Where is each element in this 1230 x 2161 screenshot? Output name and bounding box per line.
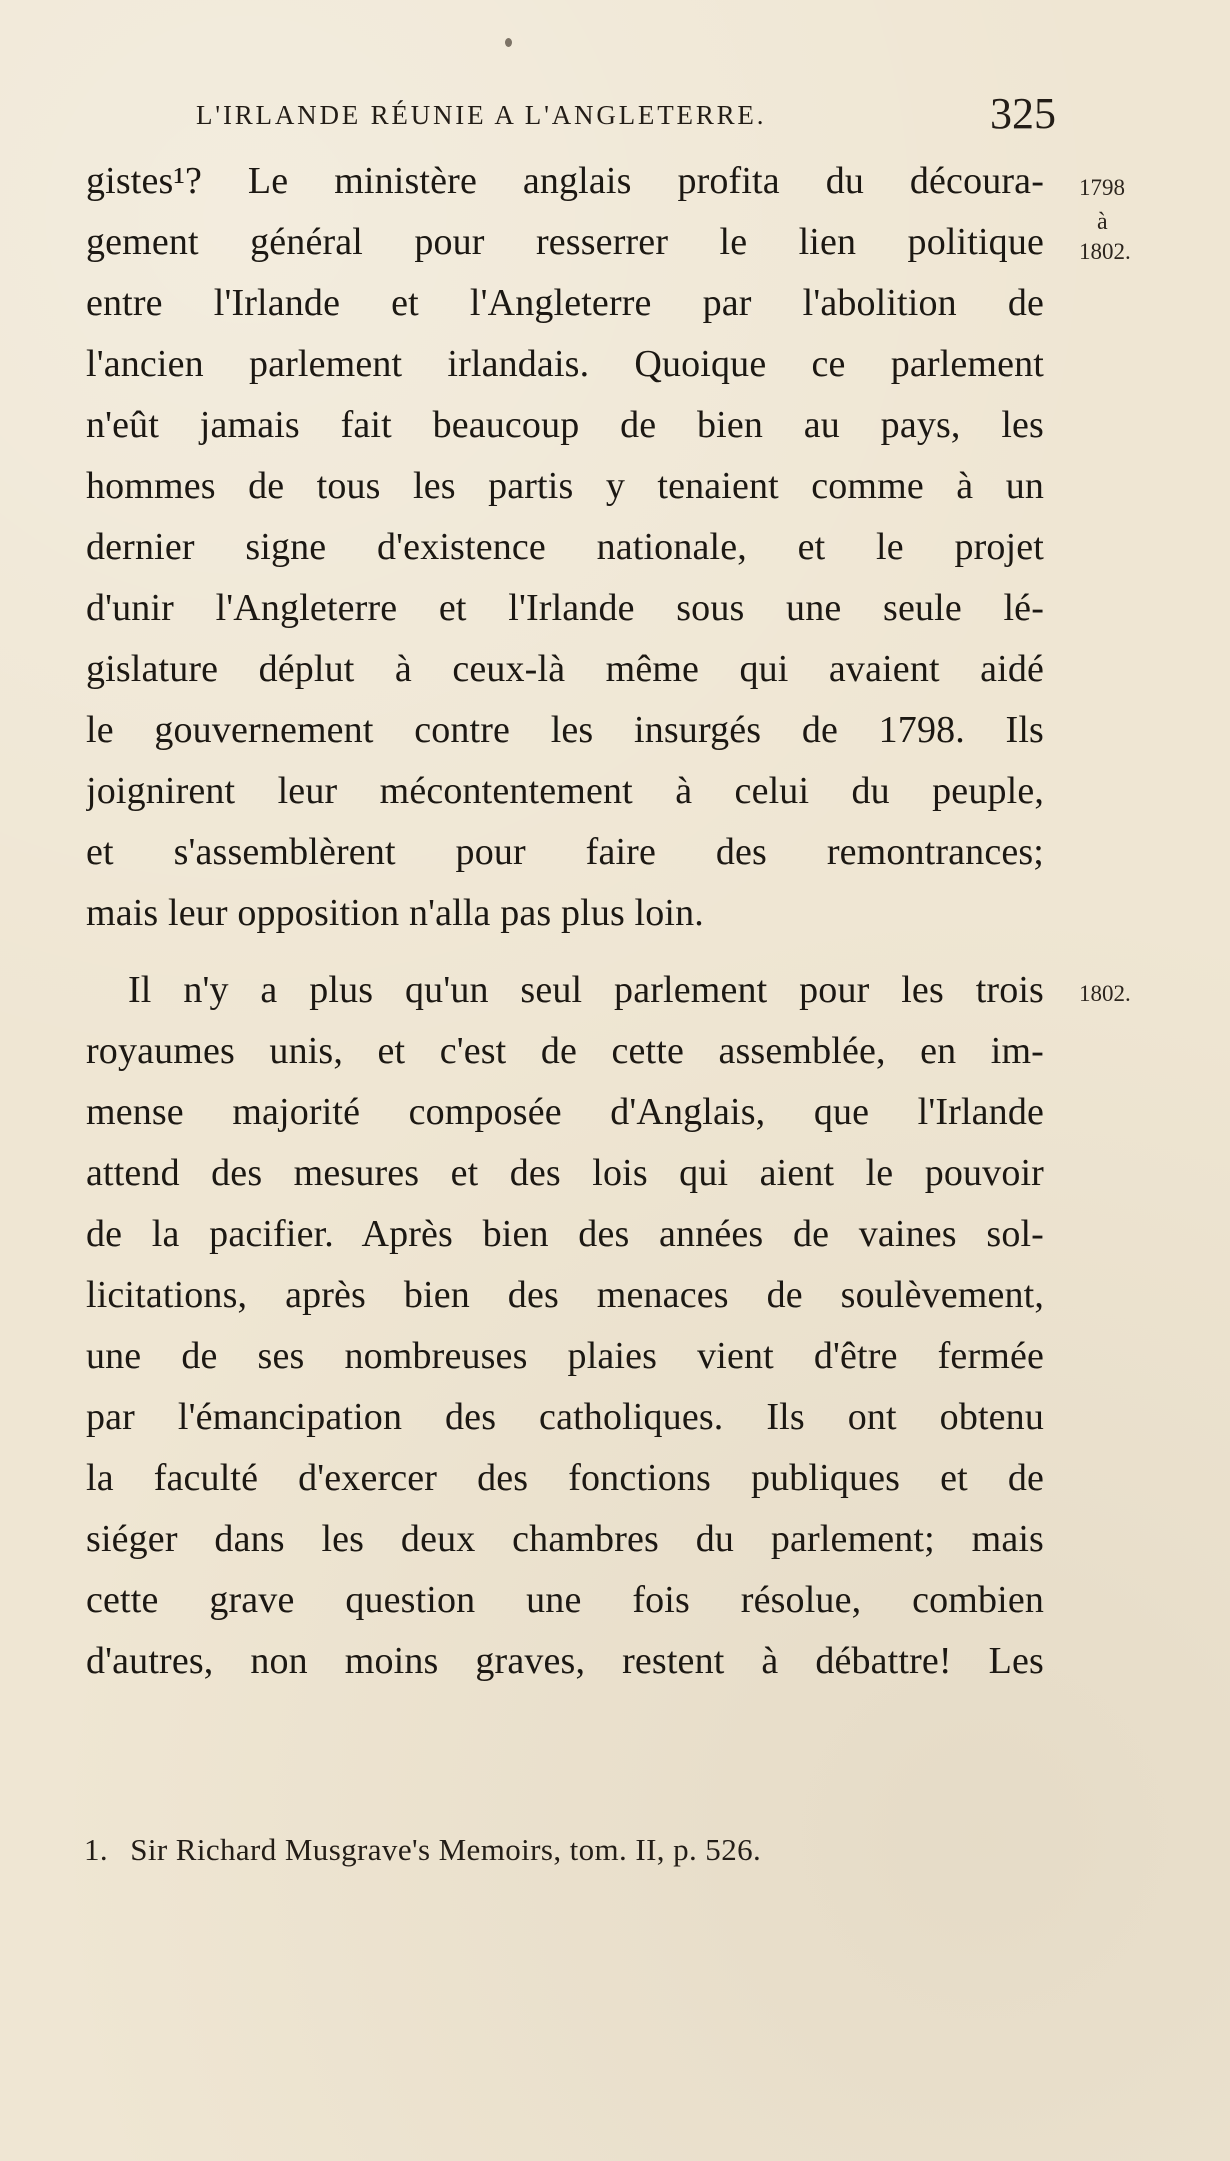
text-line: cette grave question une fois résolue, combien — [86, 1579, 1044, 1621]
text-line: d'autres, non moins graves, restent à débattre! Les — [86, 1640, 1044, 1682]
text-line: une de ses nombreuses plaies vient d'être fermée — [86, 1335, 1044, 1377]
paragraph-start-line: Il n'y a plus qu'un seul parlement pour les trois — [128, 969, 1044, 1011]
text-line: entre l'Irlande et l'Angleterre par l'abolition de — [86, 282, 1044, 324]
printer-dot — [505, 38, 512, 47]
footnote-text: Sir Richard Musgrave's Memoirs, tom. II, p. 526. — [130, 1832, 762, 1867]
text-line: d'unir l'Angleterre et l'Irlande sous une seule lé- — [86, 587, 1044, 629]
footnote-number: 1. — [84, 1832, 109, 1867]
text-line: dernier signe d'existence nationale, et le projet — [86, 526, 1044, 568]
text-line: n'eût jamais fait beaucoup de bien au pays, les — [86, 404, 1044, 446]
text-line: gislature déplut à ceux-là même qui avaient aidé — [86, 648, 1044, 690]
text-line: attend des mesures et des lois qui aient le pouvoir — [86, 1152, 1044, 1194]
text-line: mense majorité composée d'Anglais, que l'Irlande — [86, 1091, 1044, 1133]
running-title: L'IRLANDE RÉUNIE A L'ANGLETERRE. — [196, 100, 767, 130]
text-line: joignirent leur mécontentement à celui du peuple, — [86, 770, 1044, 812]
footnote — [84, 1828, 761, 1872]
text-line: mais leur opposition n'alla pas plus loin. — [86, 892, 704, 934]
text-line: gistes¹? Le ministère anglais profita du découra- — [86, 160, 1044, 202]
margin-date-1798: 1798 — [1079, 175, 1125, 200]
margin-date-paragraph: 1802. — [1079, 981, 1131, 1006]
text-line: le gouvernement contre les insurgés de 1798. Ils — [86, 709, 1044, 751]
text-line: siéger dans les deux chambres du parlement; mais — [86, 1518, 1044, 1560]
text-line: licitations, après bien des menaces de soulèvement, — [86, 1274, 1044, 1316]
text-line: par l'émancipation des catholiques. Ils ont obtenu — [86, 1396, 1044, 1438]
text-line: gement général pour resserrer le lien politique — [86, 221, 1044, 263]
text-line: et s'assemblèrent pour faire des remontrances; — [86, 831, 1044, 873]
text-line: royaumes unis, et c'est de cette assemblée, en im- — [86, 1030, 1044, 1072]
text-line: la faculté d'exercer des fonctions publiques et de — [86, 1457, 1044, 1499]
running-head — [196, 89, 1056, 142]
text-line: de la pacifier. Après bien des années de vaines sol- — [86, 1213, 1044, 1255]
text-line: hommes de tous les partis y tenaient comme à un — [86, 465, 1044, 507]
margin-date-a: à — [1097, 209, 1108, 235]
page-number: 325 — [990, 89, 1056, 138]
text-line: l'ancien parlement irlandais. Quoique ce parlement — [86, 343, 1044, 385]
margin-date-1802: 1802. — [1079, 239, 1131, 264]
